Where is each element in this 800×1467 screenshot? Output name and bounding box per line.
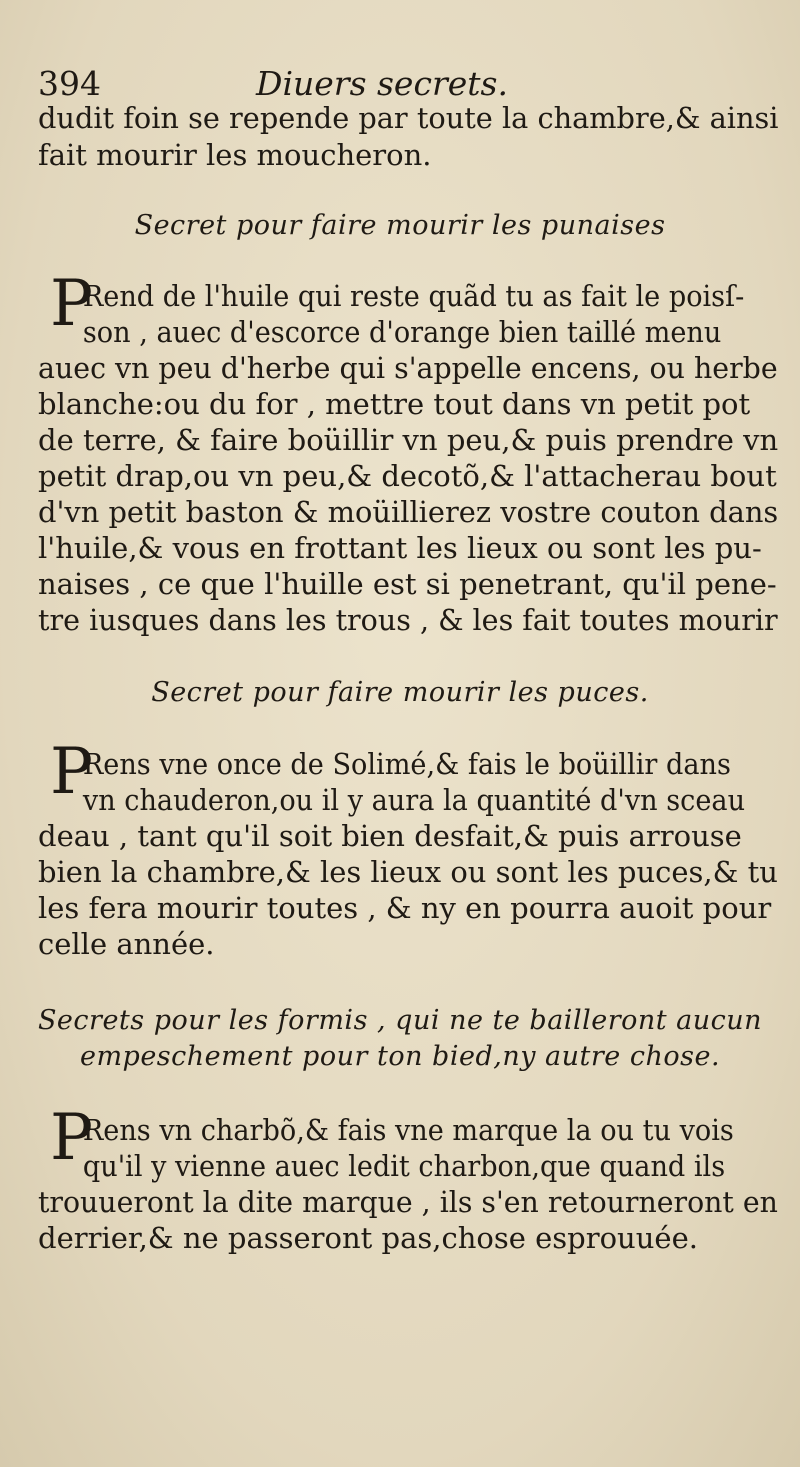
text-line: derrier,& ne passeront pas,chose esprouuée.	[38, 1221, 698, 1255]
text-line: trouueront la dite marque , ils s'en retourneront en	[38, 1185, 778, 1219]
page-header	[38, 64, 778, 104]
section-heading: Secrets pour les formis , qui ne te bailleront aucun	[37, 1005, 763, 1036]
drop-cap: P	[50, 1101, 94, 1175]
text-line: vn chauderon,ou il y aura la quantité d'vn sceau	[82, 783, 746, 817]
section-heading: empeschement pour ton bied,ny autre chose.	[79, 1041, 721, 1072]
running-title: Diuers secrets.	[256, 64, 508, 103]
text-line: blanche:ou du for , mettre tout dans vn petit pot	[38, 387, 751, 421]
text-line: d'vn petit baston & moüillierez vostre couton dans	[38, 495, 779, 529]
text-line: deau , tant qu'il soit bien desfait,& puis arrouse	[38, 819, 742, 853]
text-line: Rens vn charbõ,& fais vne marque la ou tu vois	[82, 1113, 734, 1147]
page-number: 394	[38, 64, 101, 103]
text-line: auec vn peu d'herbe qui s'appelle encens, ou herbe	[38, 351, 778, 385]
drop-cap: P	[50, 735, 94, 809]
text-line: petit drap,ou vn peu,& decotõ,& l'attacherau bout	[38, 459, 777, 493]
text-line: tre iusques dans les trous , & les fait toutes mourir	[38, 603, 778, 637]
text-line: bien la chambre,& les lieux ou sont les puces,& tu	[38, 855, 778, 889]
intro-line: fait mourir les moucheron.	[38, 138, 432, 172]
text-line: les fera mourir toutes , & ny en pourra auoit pour	[38, 891, 772, 925]
text-line: l'huile,& vous en frottant les lieux ou sont les pu-	[38, 531, 762, 565]
section-heading: Secret pour faire mourir les puces.	[151, 677, 649, 708]
section-heading: Secret pour faire mourir les punaises	[134, 210, 666, 241]
drop-cap: P	[50, 267, 94, 341]
text-line: Rens vne once de Solimé,& fais le boüillir dans	[82, 747, 731, 781]
text-line: naises , ce que l'huille est si penetrant, qu'il pene-	[38, 567, 777, 601]
text-line: de terre, & faire boüillir vn peu,& puis prendre vn	[38, 423, 779, 457]
intro-line: dudit foin se repende par toute la chambre,& ainsi	[38, 101, 779, 135]
text-line: Rend de l'huile qui reste quãd tu as fait le poisſ-	[82, 279, 745, 313]
text-line: celle année.	[38, 927, 215, 961]
text-line: son , auec d'escorce d'orange bien taillé menu	[82, 315, 722, 349]
text-line: qu'il y vienne auec ledit charbon,que quand ils	[82, 1149, 726, 1183]
